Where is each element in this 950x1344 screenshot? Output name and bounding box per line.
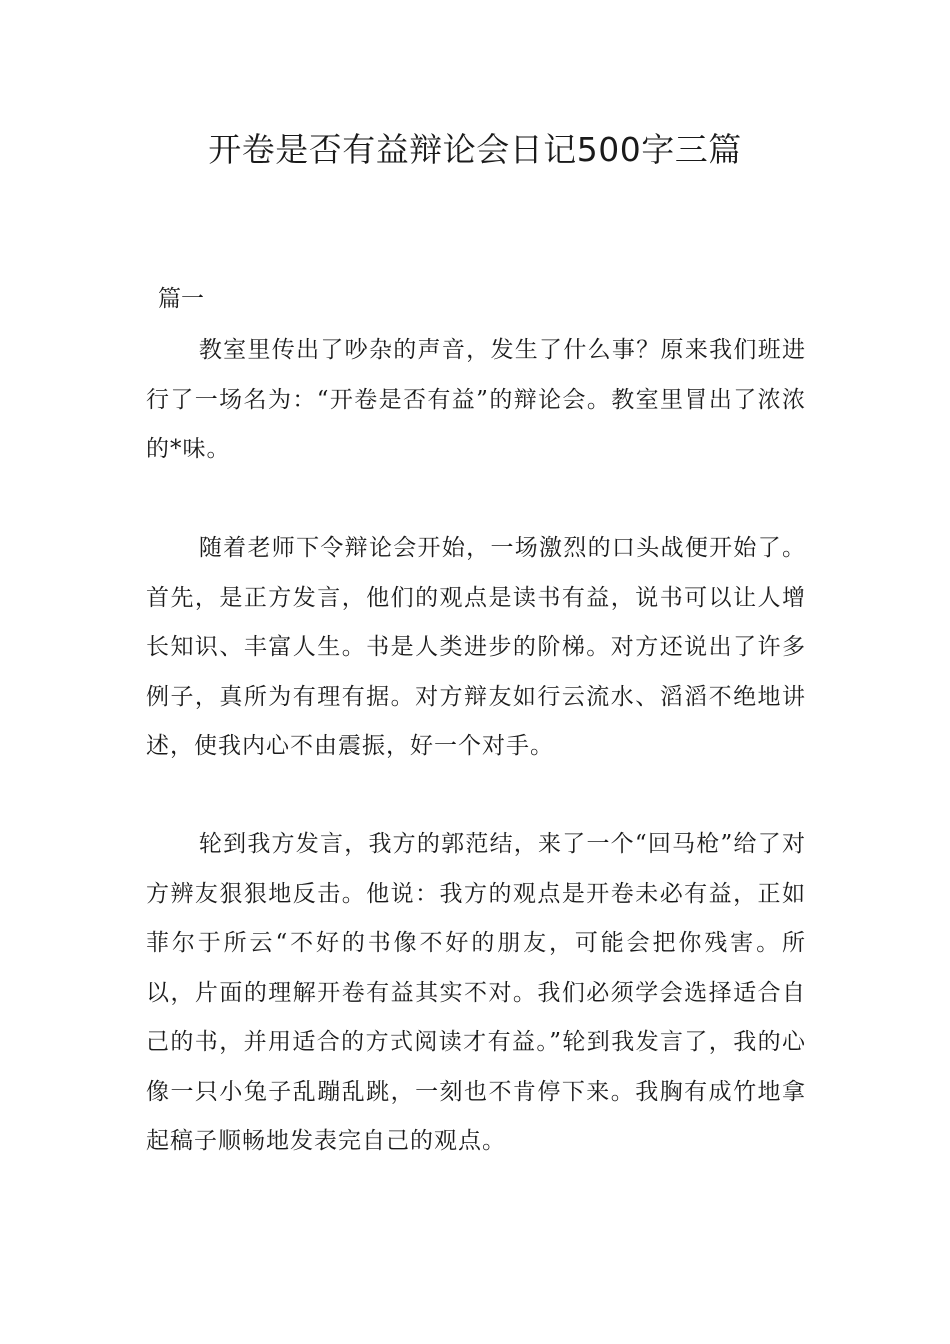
document-title: 开卷是否有益辩论会日记500字三篇 <box>208 130 742 169</box>
section-label: 篇一 <box>158 286 204 312</box>
paragraph-2: 随着老师下令辩论会开始，一场激烈的口头战便开始了。首先，是正方发言，他们的观点是读书有益，说书可以让人增长知识、丰富人生。书是人类进步的阶梯。对方还说出了许多例子，真所为有理有据。对方辩友如行云流水、滔滔不绝地讲述，使我内心不由震振，好一个对手。 <box>146 535 806 759</box>
paragraph-1: 教室里传出了吵杂的声音，发生了什么事？原来我们班进行了一场名为：“开卷是否有益”的辩论会。教室里冒出了浓浓的*味。 <box>146 337 806 462</box>
paragraph-3: 轮到我方发言，我方的郭范结，来了一个“回马枪”给了对方辨友狠狠地反击。他说：我方的观点是开卷未必有益，正如菲尔于所云“不好的书像不好的朋友，可能会把你残害。所以，片面的理解开卷有益其实不对。我们必须学会选择适合自己的书，并用适合的方式阅读才有益。”轮到我发言了，我的心像一只小兔子乱蹦乱跳，一刻也不肯停下来。我胸有成竹地拿起稿子顺畅地发表完自己的观点。 <box>146 831 806 1154</box>
